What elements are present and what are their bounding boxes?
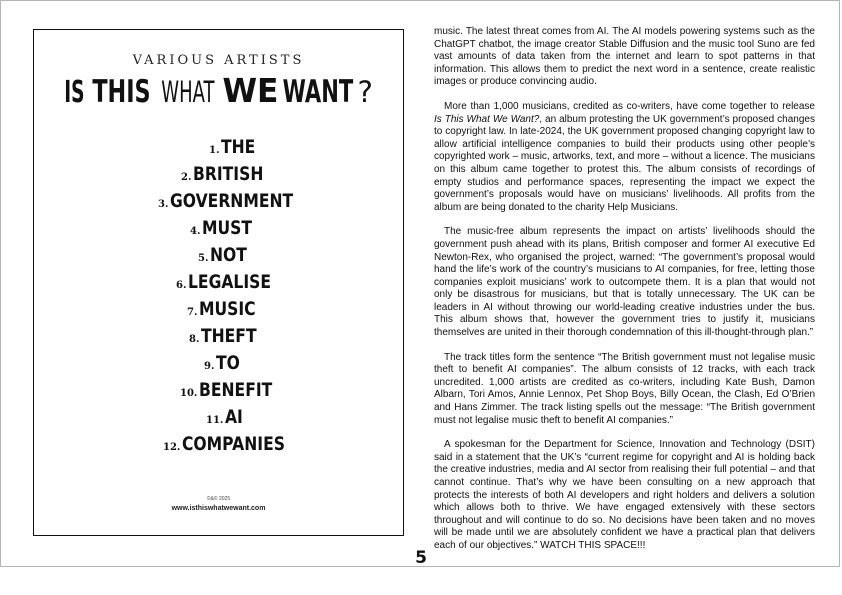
- track-title: NOT: [210, 244, 248, 266]
- track-title: LEGALISE: [188, 271, 272, 293]
- track-item: [158, 188, 321, 215]
- cover-title-this: THIS: [92, 74, 151, 110]
- track-title: AI: [225, 406, 244, 428]
- track-title: BENEFIT: [199, 379, 273, 401]
- track-item: [187, 296, 269, 323]
- track-item: [198, 242, 255, 269]
- cover-copyright: ©&© 2025: [206, 496, 231, 502]
- track-number: 11.: [206, 415, 224, 426]
- article-column: [434, 26, 815, 565]
- article-text: , an album protesting the UK government’s proposed changes to copyright law. In late-2024, the UK government proposed changing copyright law to allow artificial intelligence companies to build their products using other people’s copyrighted work – music, artworks, text, and more – without a licence. The musicians on this album came together to protest this. The album consists of recordings of empty studios and performance spaces, representing the impact we expect the government’s proposals would have on musicians’ livelihoods. All profits from the album are being donated to the charity Help Musicians.: [434, 113, 815, 213]
- track-number: 4.: [190, 226, 201, 237]
- track-number: 9.: [204, 361, 215, 372]
- track-number: 7.: [187, 307, 198, 318]
- track-item: [176, 269, 290, 296]
- cover-title-question-mark: ?: [357, 75, 373, 109]
- album-title-italic: Is This What We Want?: [434, 113, 540, 125]
- cover-artist: VARIOUS ARTISTS: [132, 53, 305, 68]
- article-paragraph: The music-free album represents the impact on artists’ livelihoods should the government push ahead with its plans, British composer and former AI executive Ed Newton-Rex, who organised the project, warned: “The government’s proposal would hand the life’s work of the country’s musicians to AI companies, for free, letting those companies exploit musicians’ work to outcompete them. It is a plan that would not only be disastrous for musicians, but that is totally unnecessary. The UK can be leaders in AI without throwing our world-leading creative industries under the bus. This album shows that, however the government tries to justify it, musicians themselves are united in their thorough condemnation of this ill-thought-through plan.”: [434, 226, 815, 339]
- cover-footer: [34, 494, 403, 514]
- track-title: BRITISH: [193, 163, 264, 185]
- track-number: 6.: [176, 280, 187, 291]
- track-number: 5.: [198, 253, 209, 264]
- track-title: GOVERNMENT: [170, 190, 294, 212]
- track-item: [163, 431, 308, 458]
- track-title: TO: [216, 352, 241, 374]
- album-cover: [33, 29, 404, 536]
- article-paragraph: music. The latest threat comes from AI. The AI models powering systems such as the ChatGPT chatbot, the image creator Stable Diffusion and the music tool Suno are fed vast amounts of data taken from the internet and learn to spot patterns in that information. This allows them to predict the next word in a sentence, create realistic images or produce convincing audio.: [434, 26, 815, 88]
- page-number: 5: [415, 548, 427, 568]
- track-number: 3.: [158, 199, 169, 210]
- track-number: 2.: [181, 172, 192, 183]
- track-item: [206, 404, 247, 431]
- cover-title: [34, 71, 403, 110]
- track-title: THE: [221, 136, 256, 158]
- cover-title-we: WE: [222, 71, 279, 110]
- article-paragraph: [434, 101, 815, 214]
- cover-title-what: WHAT: [161, 75, 215, 109]
- track-item: [189, 323, 269, 350]
- track-item: [181, 161, 279, 188]
- cover-url: www.isthiswhatwewant.com: [171, 505, 266, 512]
- track-item: [209, 134, 263, 161]
- track-item: [180, 377, 289, 404]
- article-paragraph: The track titles form the sentence “The British government must not legalise music theft to benefit AI companies”. The album consists of 12 tracks, with each track uncredited. 1,000 artists are credited as co-writers, including Kate Bush, Damon Albarn, Tori Amos, Annie Lennox, Pet Shop Boys, Billy Ocean, the Clash, Ed O’Brien and Hans Zimmer. The track listing spells out the message: “The British government must not legalise music theft to benefit AI companies.”: [434, 351, 815, 426]
- cover-title-want: WANT: [282, 74, 353, 110]
- track-number: 12.: [163, 442, 181, 453]
- track-item: [190, 215, 263, 242]
- track-title: MUSIC: [199, 298, 257, 320]
- track-title: COMPANIES: [182, 433, 286, 455]
- track-number: 1.: [209, 145, 220, 156]
- track-number: 8.: [189, 334, 200, 345]
- track-number: 10.: [180, 388, 198, 399]
- track-title: THEFT: [201, 325, 258, 347]
- track-title: MUST: [202, 217, 253, 239]
- track-item: [204, 350, 246, 377]
- cover-title-is: IS: [64, 75, 85, 110]
- article-paragraph: A spokesman for the Department for Science, Innovation and Technology (DSIT) said in a statement that the UK’s “current regime for copyright and AI is holding back the creative industries, media and AI sector from realising their full potential – and that cannot continue. That’s why we have been consulting on a new approach that protects the interests of both AI developers and right holders and delivers a solution which allows both to thrive. We have engaged extensively with these sectors throughout and will continue to do so. No decisions have been taken and no moves will be made until we are absolutely confident we have a practical plan that delivers each of our objectives.” WATCH THIS SPACE!!!: [434, 439, 815, 551]
- article-text: More than 1,000 musicians, credited as co-writers, have come together to release: [444, 100, 815, 112]
